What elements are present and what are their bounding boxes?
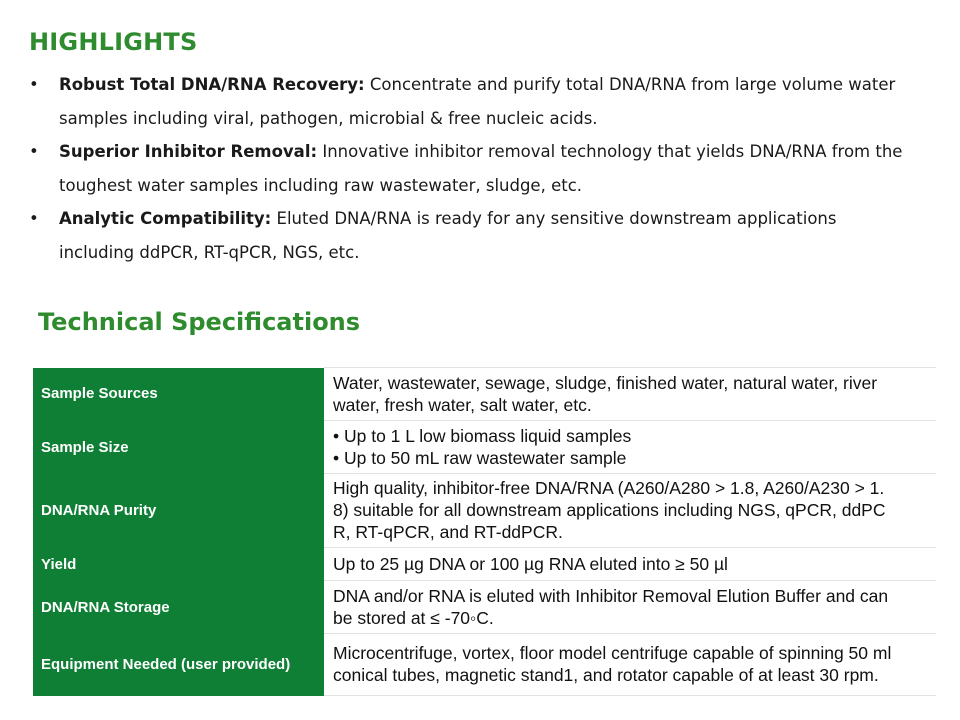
specs-heading: Technical Specifications xyxy=(38,308,361,336)
spec-value xyxy=(324,581,936,634)
spec-label: DNA/RNA Purity xyxy=(33,474,324,548)
spec-value-line: R, RT-qPCR, and RT-ddPCR. xyxy=(333,522,563,542)
specs-table xyxy=(33,367,936,696)
table-row xyxy=(33,634,936,696)
spec-value-line: • Up to 1 L low biomass liquid samples xyxy=(333,425,632,446)
spec-label: Sample Size xyxy=(33,421,324,474)
spec-value xyxy=(324,634,936,696)
highlight-item xyxy=(29,202,929,269)
highlight-text: Concentrate and purify total DNA/RNA from large volume water xyxy=(364,75,896,94)
bullet-icon: • xyxy=(29,75,39,94)
spec-label: DNA/RNA Storage xyxy=(33,581,324,634)
spec-label: Equipment Needed (user provided) xyxy=(33,634,324,696)
table-row xyxy=(33,581,936,634)
highlights-list xyxy=(29,68,929,269)
highlight-text: Innovative inhibitor removal technology that yields DNA/RNA from the xyxy=(317,142,903,161)
spec-value xyxy=(324,368,936,421)
spec-value xyxy=(324,421,936,474)
bullet-icon: • xyxy=(29,142,39,161)
spec-value xyxy=(324,474,936,548)
highlight-title: Superior Inhibitor Removal: xyxy=(59,142,318,161)
table-row xyxy=(33,368,936,421)
highlight-title: Analytic Compatibility: xyxy=(59,209,272,228)
spec-value-line: conical tubes, magnetic stand1, and rotator capable of at least 30 rpm. xyxy=(333,665,879,685)
spec-value-line: • Up to 50 mL raw wastewater sample xyxy=(333,447,627,468)
table-row xyxy=(33,421,936,474)
bullet-icon: • xyxy=(29,209,39,228)
spec-value-line: Water, wastewater, sewage, sludge, finished water, natural water, river xyxy=(333,372,878,393)
highlight-text: Eluted DNA/RNA is ready for any sensitive downstream applications xyxy=(271,209,837,228)
spec-value-line: water, fresh water, salt water, etc. xyxy=(333,394,592,415)
highlight-text: samples including viral, pathogen, microbial & free nucleic acids. xyxy=(59,108,598,128)
highlight-item xyxy=(29,135,929,202)
spec-label: Yield xyxy=(33,548,324,581)
spec-value-line: Up to 25 µg DNA or 100 µg RNA eluted into ≥ 50 µl xyxy=(333,553,728,574)
spec-value-line: 8) suitable for all downstream applications including NGS, qPCR, ddPC xyxy=(333,500,886,520)
spec-value-line: be stored at ≤ -70◦C. xyxy=(333,607,494,628)
spec-value-line: Microcentrifuge, vortex, floor model centrifuge capable of spinning 50 ml xyxy=(333,643,892,663)
highlights-heading: HIGHLIGHTS xyxy=(29,28,198,56)
spec-value-line: DNA and/or RNA is eluted with Inhibitor Removal Elution Buffer and can xyxy=(333,585,889,606)
table-row xyxy=(33,474,936,548)
spec-value xyxy=(324,548,936,581)
spec-label: Sample Sources xyxy=(33,368,324,421)
highlight-text: toughest water samples including raw wastewater, sludge, etc. xyxy=(59,175,583,195)
highlight-item xyxy=(29,68,929,135)
highlight-text: including ddPCR, RT-qPCR, NGS, etc. xyxy=(59,242,360,262)
highlight-title: Robust Total DNA/RNA Recovery: xyxy=(59,75,365,94)
spec-value-line: High quality, inhibitor-free DNA/RNA (A260/A280 > 1.8, A260/A230 > 1. xyxy=(333,478,885,498)
table-row xyxy=(33,548,936,581)
